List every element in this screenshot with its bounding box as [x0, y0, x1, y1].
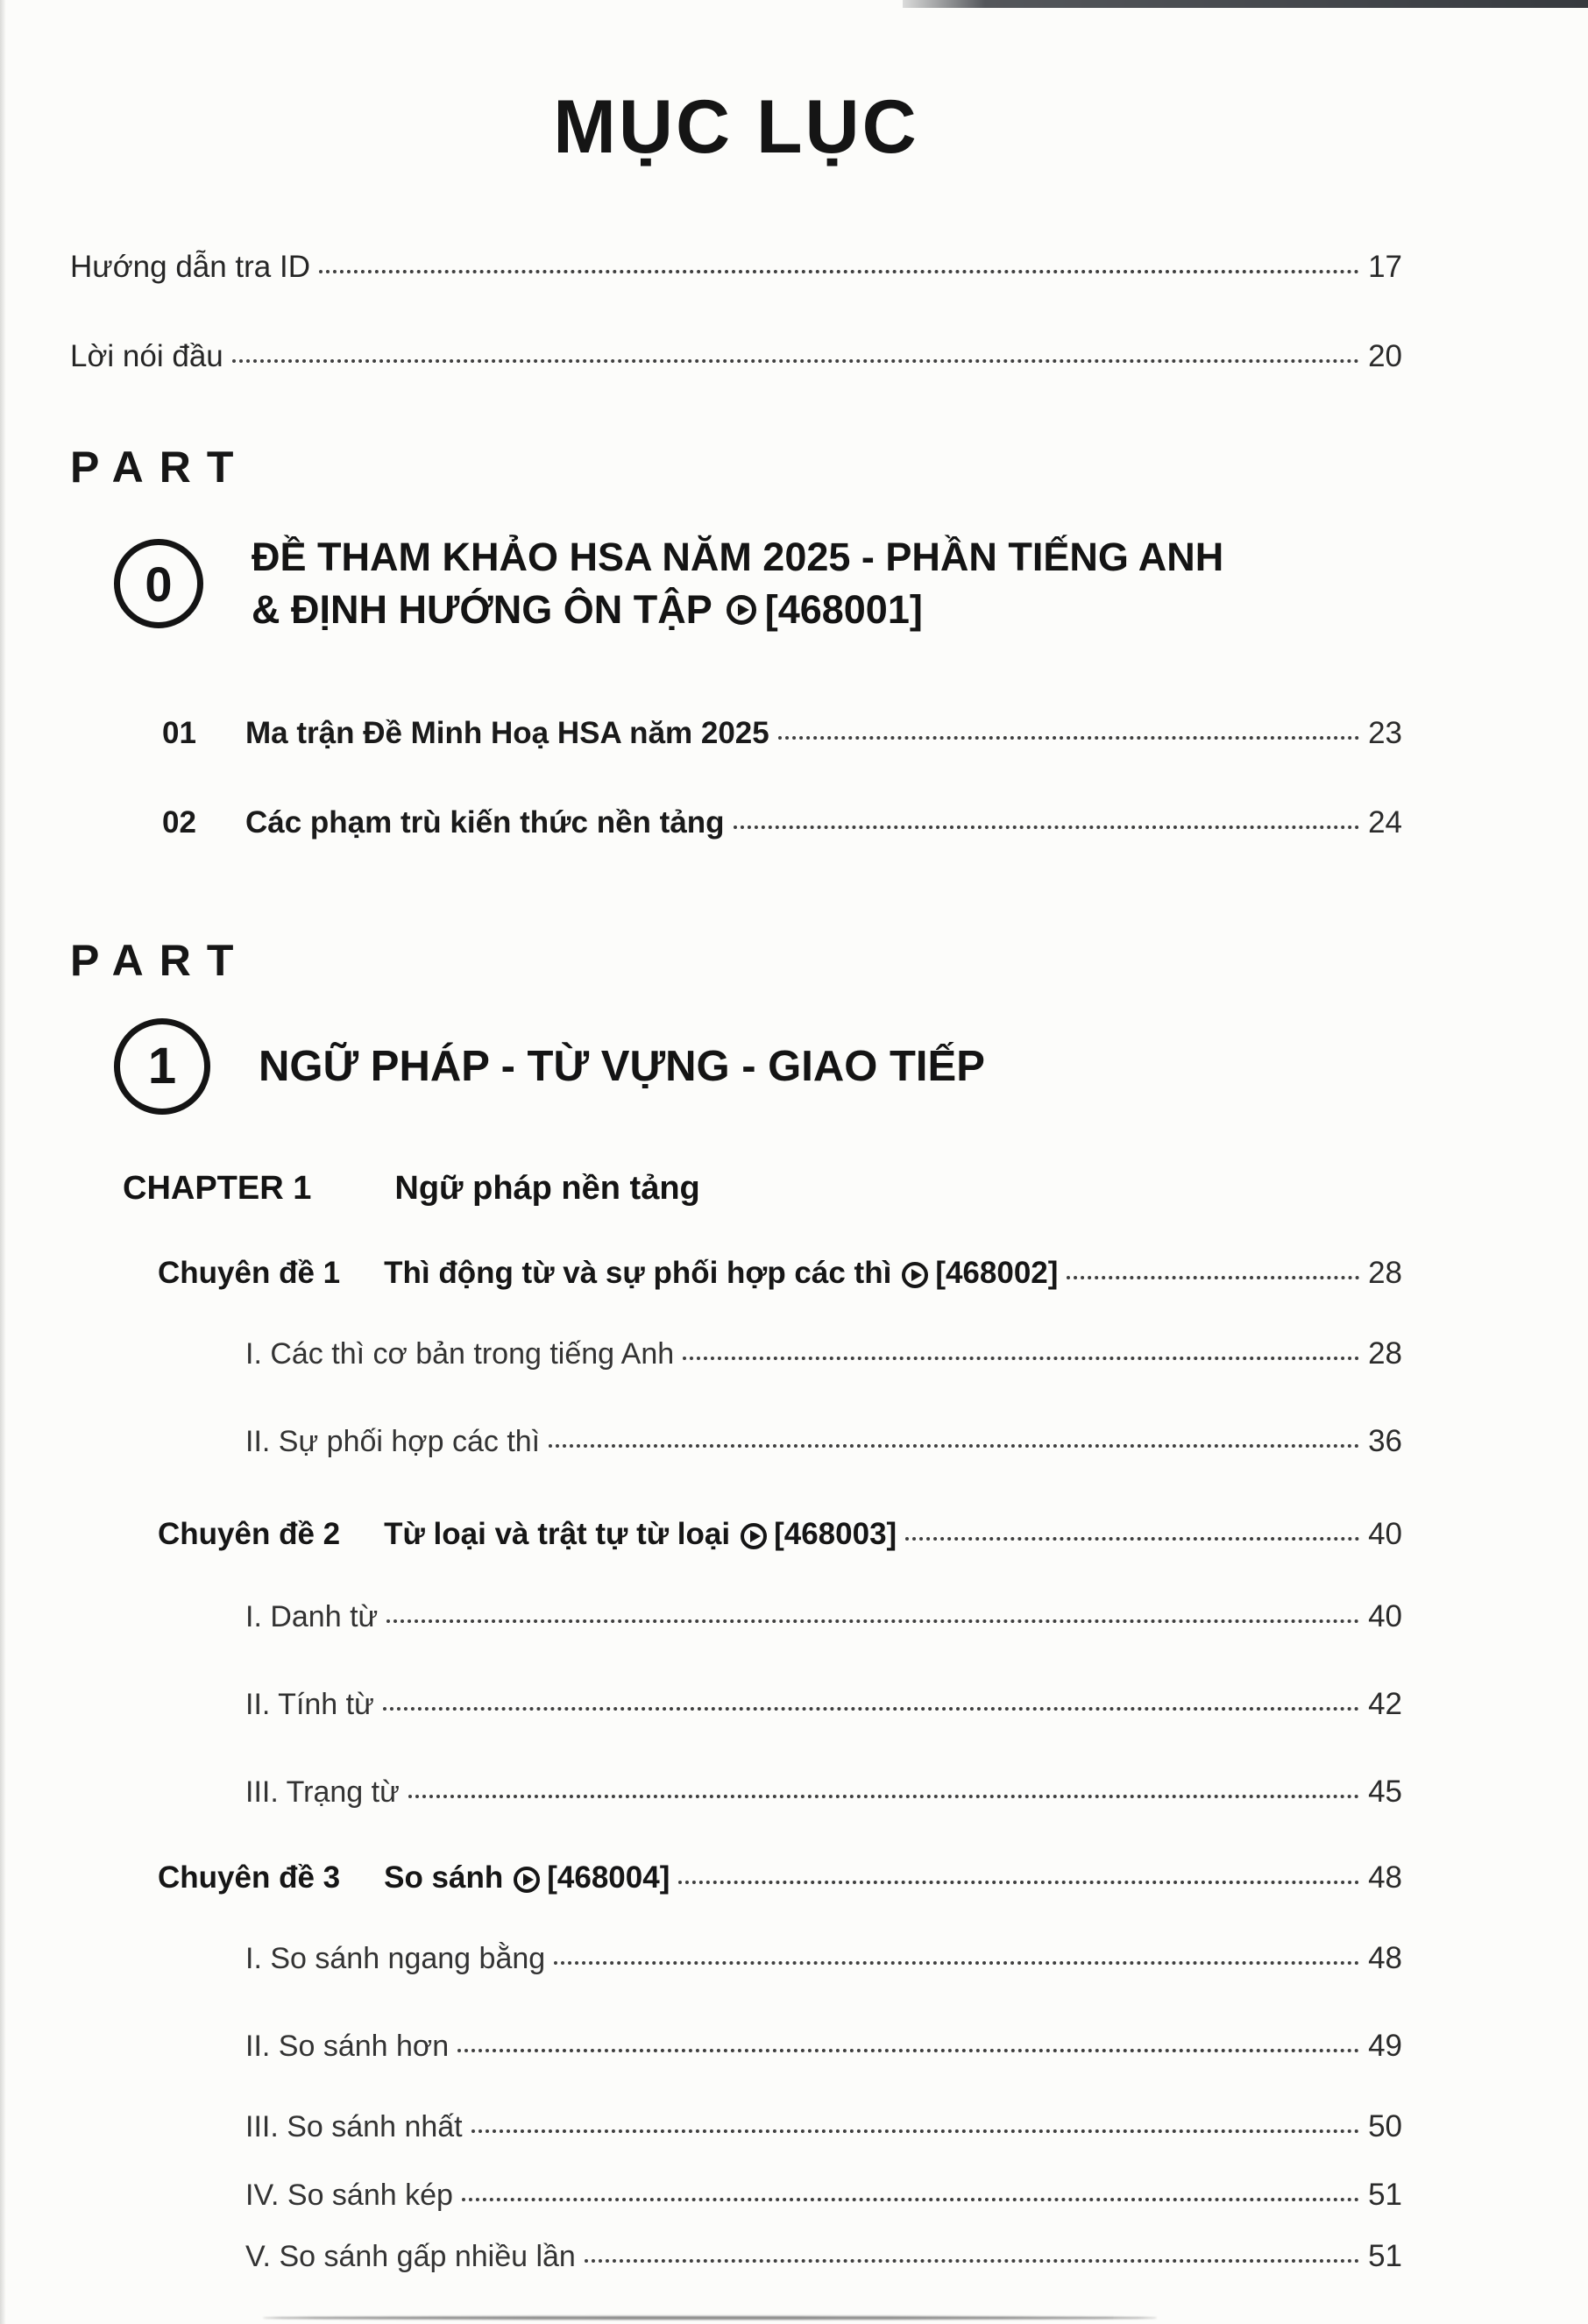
toc-entry-label: III. So sánh nhất: [245, 2110, 463, 2143]
subtopic-entry: [245, 1597, 1402, 1637]
part1-number-badge: [114, 1018, 210, 1115]
dot-leader: [683, 1357, 1359, 1360]
dot-leader: [471, 2129, 1359, 2133]
item-number: 02: [162, 805, 196, 840]
part0-title: [252, 531, 1223, 636]
toc-entry-label: II. Sự phối hợp các thì: [245, 1425, 541, 1458]
topic-label: Chuyên đề 1: [158, 1256, 341, 1290]
toc-entry-label: Hướng dẫn tra ID: [70, 250, 311, 284]
dot-leader: [383, 1707, 1359, 1711]
page-number: 24: [1368, 805, 1402, 840]
part0-title-text1: ĐỀ THAM KHẢO HSA NĂM 2025 - PHẦN TIẾNG ANH: [252, 535, 1224, 579]
page-number: 28: [1368, 1336, 1402, 1371]
part0-number-badge: [114, 539, 203, 628]
toc-entry-label: I. So sánh ngang bằng: [245, 1942, 546, 1975]
topic-entry-1: [158, 1251, 1402, 1295]
part1-title: [259, 1040, 985, 1093]
dot-leader: [905, 1537, 1359, 1541]
page-number: 36: [1368, 1424, 1402, 1458]
part1-title-line: [259, 1040, 985, 1093]
subtopic-entry: [245, 2107, 1402, 2147]
page-number: 17: [1368, 250, 1402, 284]
toc-entry-label: III. Trạng từ: [245, 1775, 400, 1809]
page-number: 48: [1368, 1860, 1402, 1895]
dot-leader: [457, 2049, 1359, 2052]
toc-entry-loi-noi-dau: [70, 337, 1402, 376]
chapter-heading: [123, 1167, 1402, 1209]
part1-title-text: NGỮ PHÁP - TỪ VỰNG - GIAO TIẾP: [259, 1042, 985, 1090]
part0-label: PART: [70, 443, 250, 492]
topic-title: Thì động từ và sự phối hợp các thì: [384, 1256, 892, 1290]
play-icon: [741, 1523, 767, 1549]
item-number: 01: [162, 716, 196, 750]
chapter-title: Ngữ pháp nền tảng: [394, 1170, 700, 1207]
play-icon: [727, 595, 756, 625]
page-number: 40: [1368, 1599, 1402, 1633]
dot-leader: [554, 1961, 1359, 1965]
dot-leader: [1067, 1276, 1359, 1279]
toc-entry-label: V. So sánh gấp nhiều lần: [245, 2240, 576, 2273]
part0-title-text2: & ĐỊNH HƯỚNG ÔN TẬP: [252, 587, 712, 632]
id-code: [468001]: [764, 587, 923, 632]
page-number: 48: [1368, 1941, 1402, 1975]
part1-label: PART: [70, 936, 250, 985]
part0-title-line1: [252, 531, 1223, 584]
toc-entry-label: Ma trận Đề Minh Hoạ HSA năm 2025: [245, 716, 769, 750]
page-number: 50: [1368, 2109, 1402, 2143]
topic-entry-3: [158, 1856, 1402, 1900]
subtopic-entry: [245, 1684, 1402, 1725]
subtopic-entry: [245, 2175, 1402, 2215]
toc-entry-huong-dan-tra-id: [70, 248, 1402, 287]
part0-title-line2: [252, 584, 1223, 636]
subtopic-entry: [245, 1334, 1402, 1374]
topic-label: Chuyên đề 3: [158, 1860, 341, 1895]
dot-leader: [386, 1619, 1359, 1623]
dot-leader: [232, 359, 1359, 363]
toc-entry-label: I. Các thì cơ bản trong tiếng Anh: [245, 1337, 675, 1371]
subtopic-entry: [245, 1938, 1402, 1979]
toc-entry-label: II. Tính từ: [245, 1688, 374, 1721]
toc-entry-label: Lời nói đầu: [70, 339, 223, 373]
subtopic-entry: [245, 2236, 1402, 2277]
dot-leader: [585, 2259, 1359, 2263]
dot-leader: [319, 270, 1359, 273]
topic-title: Từ loại và trật tự từ loại: [384, 1517, 731, 1551]
page-number: 23: [1368, 716, 1402, 750]
toc-entry-label: I. Danh từ: [245, 1600, 379, 1633]
page-number: 28: [1368, 1256, 1402, 1290]
page-number: 40: [1368, 1517, 1402, 1551]
toc-entry-ma-tran: [162, 712, 1402, 755]
toc-entry-label: Các phạm trù kiến thức nền tảng: [245, 805, 725, 840]
page-number: 20: [1368, 339, 1402, 373]
id-code: [468004]: [547, 1860, 670, 1895]
page-number: 51: [1368, 2239, 1402, 2273]
toc-entry-pham-tru: [162, 802, 1402, 844]
subtopic-entry: [245, 1772, 1402, 1812]
part1-header: [70, 1007, 1402, 1125]
page-number: 51: [1368, 2178, 1402, 2212]
topic-entry-2: [158, 1513, 1402, 1556]
chapter-label: CHAPTER 1: [123, 1170, 312, 1207]
dot-leader: [778, 736, 1359, 740]
subtopic-entry: [245, 2026, 1402, 2066]
toc-entry-label: II. So sánh hơn: [245, 2030, 450, 2063]
part1-number: 1: [147, 1038, 177, 1095]
topic-title: So sánh: [384, 1860, 504, 1895]
dot-leader: [462, 2198, 1359, 2201]
play-icon: [902, 1262, 928, 1288]
part0-number: 0: [145, 556, 173, 612]
subtopic-entry: [245, 1421, 1402, 1462]
dot-leader: [678, 1881, 1359, 1884]
page-number: 45: [1368, 1775, 1402, 1809]
id-code: [468003]: [774, 1517, 897, 1551]
part0-header: [70, 509, 1402, 658]
page-number: 42: [1368, 1687, 1402, 1721]
page-number: 49: [1368, 2029, 1402, 2063]
id-code: [468002]: [935, 1256, 1059, 1290]
play-icon: [514, 1867, 540, 1893]
toc-entry-label: IV. So sánh kép: [245, 2179, 453, 2212]
dot-leader: [549, 1444, 1359, 1448]
topic-label: Chuyên đề 2: [158, 1517, 341, 1551]
page-title: MỤC LỤC: [553, 85, 919, 169]
dot-leader: [734, 825, 1360, 829]
scan-shadow-artifact-bottom: [263, 2316, 1157, 2320]
dot-leader: [408, 1795, 1359, 1798]
